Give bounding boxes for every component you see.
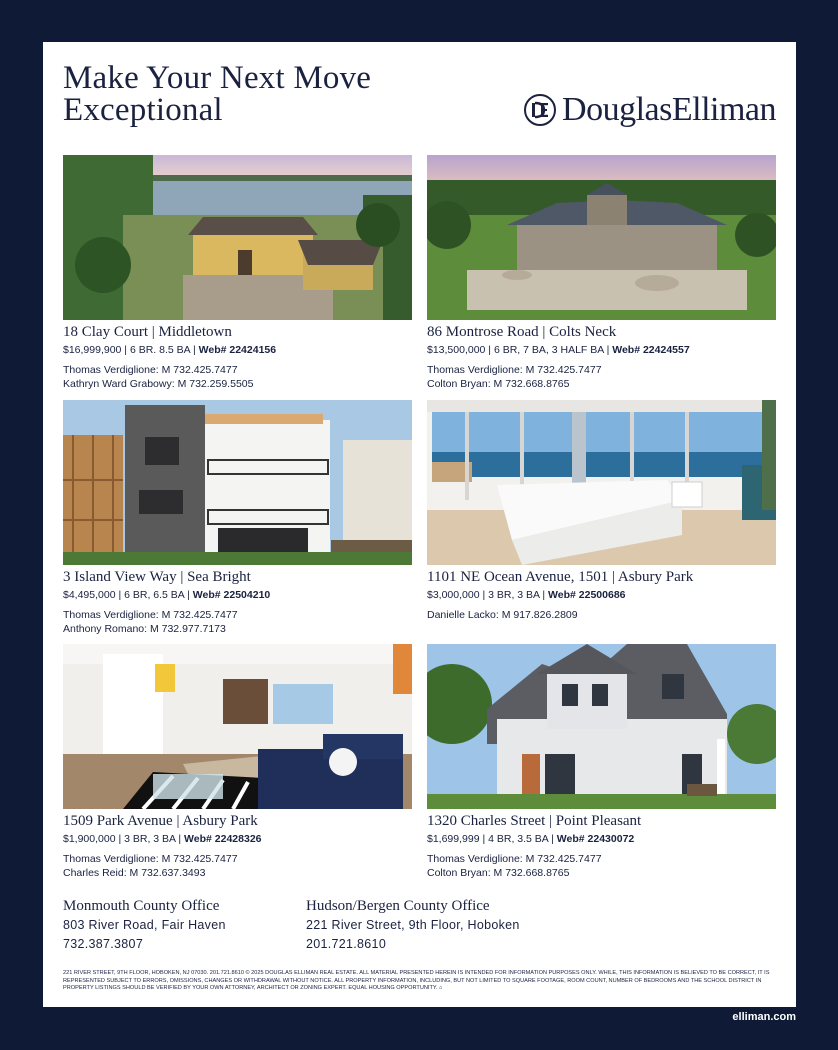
- listing-card[interactable]: [63, 155, 412, 391]
- office-address: 221 River Street, 9th Floor, Hoboken: [306, 918, 520, 932]
- agent-contact: Colton Bryan: M 732.668.8765: [427, 867, 570, 879]
- listing-price-rooms: $1,900,000 | 3 BR, 3 BA |: [63, 833, 185, 845]
- listing-address: 1509 Park Avenue | Asbury Park: [63, 813, 258, 829]
- listing-web-number: Web# 22424156: [198, 344, 277, 356]
- listing-card[interactable]: [427, 400, 776, 622]
- listing-card[interactable]: [427, 644, 776, 880]
- listing-agents: [63, 608, 412, 636]
- listing-address: 3 Island View Way | Sea Bright: [63, 569, 251, 585]
- office-hudson-bergen: [306, 897, 520, 954]
- listing-photo-shingle-house[interactable]: [427, 644, 776, 809]
- listing-card[interactable]: [427, 155, 776, 391]
- office-address: 803 River Road, Fair Haven: [63, 918, 226, 932]
- listing-card[interactable]: [63, 644, 412, 880]
- listing-photo-stone-estate[interactable]: [427, 155, 776, 320]
- website-link[interactable]: elliman.com: [732, 1011, 796, 1023]
- listing-address: 86 Montrose Road | Colts Neck: [427, 324, 617, 340]
- listing-specs: [63, 832, 412, 846]
- listing-address: 18 Clay Court | Middletown: [63, 324, 232, 340]
- listing-web-number: Web# 22500686: [548, 589, 626, 601]
- listing-specs: [63, 343, 412, 357]
- agent-contact: Thomas Verdiglione: M 732.425.7477: [427, 853, 602, 865]
- listing-price-rooms: $1,699,999 | 4 BR, 3.5 BA |: [427, 833, 557, 845]
- agent-contact: Colton Bryan: M 732.668.8765: [427, 378, 570, 390]
- brand-logo[interactable]: [524, 90, 776, 130]
- headline-line-1: Make Your Next Move: [63, 60, 372, 96]
- listing-agents: [63, 363, 412, 391]
- agent-contact: Charles Reid: M 732.637.3493: [63, 867, 206, 879]
- listing-specs: [427, 588, 776, 602]
- listing-agents: [63, 852, 412, 880]
- listing-photo-modern-house[interactable]: [63, 400, 412, 565]
- agent-contact: Thomas Verdiglione: M 732.425.7477: [427, 364, 602, 376]
- listing-address: 1320 Charles Street | Point Pleasant: [427, 813, 642, 829]
- headline: [63, 62, 371, 126]
- advertisement-page: [43, 42, 796, 1007]
- listing-price-rooms: $16,999,900 | 6 BR. 8.5 BA |: [63, 344, 199, 356]
- headline-line-2: Exceptional: [63, 92, 223, 128]
- listing-web-number: Web# 22428326: [184, 833, 262, 845]
- office-monmouth: [63, 897, 226, 954]
- listing-specs: [427, 832, 776, 846]
- listing-specs: [427, 343, 776, 357]
- listing-price-rooms: $3,000,000 | 3 BR, 3 BA |: [427, 589, 549, 601]
- listing-photo-living-room[interactable]: [63, 644, 412, 809]
- agent-contact: Thomas Verdiglione: M 732.425.7477: [63, 853, 238, 865]
- listing-agents: [427, 608, 776, 622]
- listing-photo-waterfront-mansion[interactable]: [63, 155, 412, 320]
- office-name: Hudson/Bergen County Office: [306, 898, 490, 914]
- listing-card[interactable]: [63, 400, 412, 636]
- office-phone[interactable]: 201.721.8610: [306, 937, 387, 951]
- agent-contact: Thomas Verdiglione: M 732.425.7477: [63, 364, 238, 376]
- agent-contact: Kathryn Ward Grabowy: M 732.259.5505: [63, 378, 254, 390]
- listing-web-number: Web# 22504210: [192, 589, 271, 601]
- listing-specs: [63, 588, 412, 602]
- listing-price-rooms: $13,500,000 | 6 BR, 7 BA, 3 HALF BA |: [427, 344, 613, 356]
- agent-contact: Thomas Verdiglione: M 732.425.7477: [63, 609, 238, 621]
- agent-contact: Danielle Lacko: M 917.826.2809: [427, 609, 578, 621]
- listing-agents: [427, 363, 776, 391]
- listing-photo-ocean-view-kitchen[interactable]: [427, 400, 776, 565]
- legal-disclaimer: 221 RIVER STREET, 9TH FLOOR, HOBOKEN, NJ 07030. 201.721.8610 © 2025 DOUGLAS ELLIMAN REAL ESTATE. ALL MATERIAL PRESENTED HEREIN IS INTENDED FOR INFORMATION PURPOSES ONLY. WHILE, THIS INFORMATION IS BELIEVED TO BE CORRECT, IT IS REPRESENTED SUBJECT TO ERRORS, OMISSIONS, CHANGES OR WITHDRAWAL WITHOUT NOTICE. ALL PROPERTY INFORMATION, INCLUDING, BUT NOT LIMITED TO SQUARE FOOTAGE, ROOM COUNT, NUMBER OF BEDROOMS AND THE SCHOOL DISTRICT IN PROPERTY LISTINGS SHOULD BE VERIFIED BY YOUR OWN ATTORNEY, ARCHITECT OR ZONING EXPERT. EQUAL HOUSING OPPORTUNITY. ⌂: [63, 970, 770, 992]
- office-name: Monmouth County Office: [63, 898, 220, 914]
- agent-contact: Anthony Romano: M 732.977.7173: [63, 623, 226, 635]
- listing-price-rooms: $4,495,000 | 6 BR, 6.5 BA |: [63, 589, 193, 601]
- brand-wordmark: DouglasElliman: [562, 91, 776, 128]
- listing-agents: [427, 852, 776, 880]
- listing-web-number: Web# 22430072: [556, 833, 635, 845]
- listing-web-number: Web# 22424557: [612, 344, 690, 356]
- office-phone[interactable]: 732.387.3807: [63, 937, 144, 951]
- brand-monogram-icon: [524, 94, 556, 126]
- listing-address: 1101 NE Ocean Avenue, 1501 | Asbury Park: [427, 569, 694, 585]
